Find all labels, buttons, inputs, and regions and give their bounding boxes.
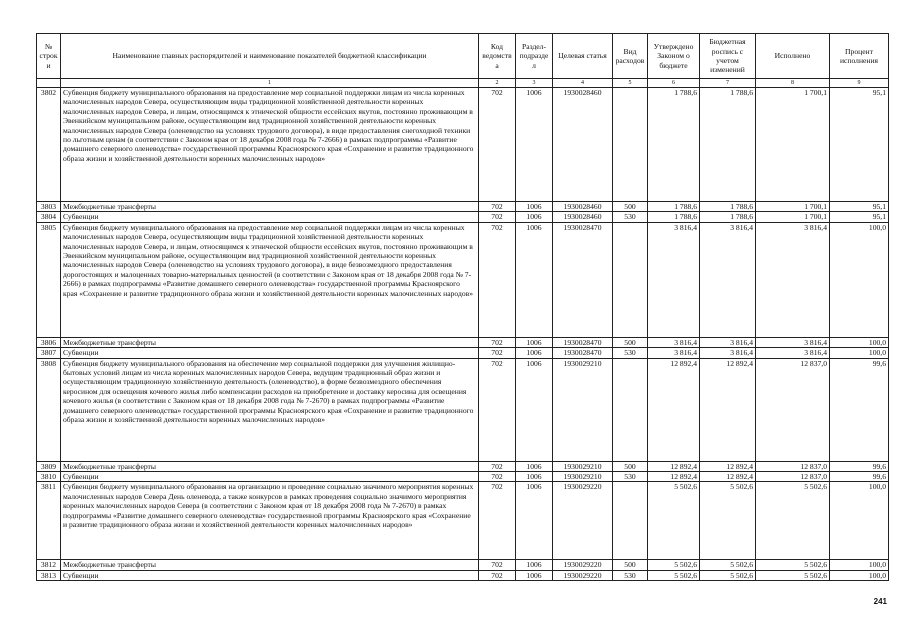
schedule-amount: 1 788,6 <box>700 212 756 222</box>
header-percent: Процент исполнения <box>830 34 889 79</box>
header-row-no: № строки <box>37 34 61 79</box>
percent-executed: 100,0 <box>830 482 889 560</box>
section-code: 1006 <box>516 348 553 358</box>
row-name: Субвенции <box>61 348 479 358</box>
header-approved: Утверждено Законом о бюджете <box>648 34 700 79</box>
row-number: 3807 <box>37 348 61 358</box>
executed-amount: 1 700,1 <box>756 202 830 212</box>
executed-amount: 3 816,4 <box>756 337 830 347</box>
table-row <box>37 202 889 212</box>
schedule-amount: 5 502,6 <box>700 570 756 580</box>
schedule-amount: 12 892,4 <box>700 461 756 471</box>
executed-amount: 12 837,0 <box>756 358 830 461</box>
row-number: 3809 <box>37 461 61 471</box>
row-number: 3813 <box>37 570 61 580</box>
dept-code: 702 <box>479 88 516 202</box>
percent-executed: 95,1 <box>830 88 889 202</box>
percent-executed: 100,0 <box>830 560 889 570</box>
expense-type: 530 <box>613 212 648 222</box>
percent-executed: 99,6 <box>830 472 889 482</box>
approved-amount: 12 892,4 <box>648 472 700 482</box>
section-code: 1006 <box>516 222 553 337</box>
column-index: 4 <box>553 79 613 88</box>
executed-amount: 5 502,6 <box>756 560 830 570</box>
expense-type: 500 <box>613 461 648 471</box>
schedule-amount: 12 892,4 <box>700 472 756 482</box>
header-section: Раздел-подраздел <box>516 34 553 79</box>
header-exp-type: Вид расходов <box>613 34 648 79</box>
dept-code: 702 <box>479 348 516 358</box>
section-code: 1006 <box>516 212 553 222</box>
table-row <box>37 472 889 482</box>
header-schedule: Бюджетная роспись с учетом изменений <box>700 34 756 79</box>
table-row <box>37 348 889 358</box>
row-name: Субвенции <box>61 212 479 222</box>
dept-code: 702 <box>479 222 516 337</box>
approved-amount: 1 788,6 <box>648 212 700 222</box>
table-body <box>37 88 889 581</box>
executed-amount: 1 700,1 <box>756 212 830 222</box>
approved-amount: 3 816,4 <box>648 337 700 347</box>
percent-executed: 100,0 <box>830 337 889 347</box>
column-index: 1 <box>61 79 479 88</box>
target-code: 1930028460 <box>553 202 613 212</box>
table-row <box>37 358 889 461</box>
dept-code: 702 <box>479 358 516 461</box>
section-code: 1006 <box>516 482 553 560</box>
table-row <box>37 570 889 580</box>
approved-amount: 3 816,4 <box>648 222 700 337</box>
dept-code: 702 <box>479 482 516 560</box>
column-index <box>37 79 61 88</box>
target-code: 1930029220 <box>553 560 613 570</box>
expense-type: 530 <box>613 472 648 482</box>
approved-amount: 5 502,6 <box>648 482 700 560</box>
expense-type: 530 <box>613 348 648 358</box>
row-number: 3802 <box>37 88 61 202</box>
row-number: 3803 <box>37 202 61 212</box>
percent-executed: 95,1 <box>830 202 889 212</box>
executed-amount: 1 700,1 <box>756 88 830 202</box>
percent-executed: 100,0 <box>830 222 889 337</box>
percent-executed: 99,6 <box>830 461 889 471</box>
column-index: 8 <box>756 79 830 88</box>
table-row <box>37 560 889 570</box>
dept-code: 702 <box>479 461 516 471</box>
column-index: 5 <box>613 79 648 88</box>
row-number: 3808 <box>37 358 61 461</box>
table-row <box>37 461 889 471</box>
expense-type: 530 <box>613 570 648 580</box>
page-number: 241 <box>873 597 887 606</box>
row-name: Межбюджетные трансферты <box>61 560 479 570</box>
section-code: 1006 <box>516 202 553 212</box>
approved-amount: 3 816,4 <box>648 348 700 358</box>
dept-code: 702 <box>479 560 516 570</box>
executed-amount: 5 502,6 <box>756 570 830 580</box>
header-executed: Исполнено <box>756 34 830 79</box>
section-code: 1006 <box>516 337 553 347</box>
section-code: 1006 <box>516 88 553 202</box>
column-index: 2 <box>479 79 516 88</box>
budget-sheet <box>36 33 888 581</box>
expense-type: 500 <box>613 337 648 347</box>
target-code: 1930028470 <box>553 222 613 337</box>
row-number: 3812 <box>37 560 61 570</box>
dept-code: 702 <box>479 202 516 212</box>
schedule-amount: 1 788,6 <box>700 88 756 202</box>
executed-amount: 3 816,4 <box>756 348 830 358</box>
table-row <box>37 88 889 202</box>
dept-code: 702 <box>479 570 516 580</box>
schedule-amount: 3 816,4 <box>700 348 756 358</box>
dept-code: 702 <box>479 472 516 482</box>
row-name: Межбюджетные трансферты <box>61 461 479 471</box>
expense-type <box>613 222 648 337</box>
expense-type: 500 <box>613 202 648 212</box>
header-name: Наименование главных распорядителей и наименование показателей бюджетной классификации <box>61 34 479 79</box>
row-number: 3811 <box>37 482 61 560</box>
approved-amount: 12 892,4 <box>648 358 700 461</box>
header-row <box>37 34 889 79</box>
header-target: Целевая статья <box>553 34 613 79</box>
row-number: 3804 <box>37 212 61 222</box>
approved-amount: 1 788,6 <box>648 202 700 212</box>
header-dept-code: Код ведомства <box>479 34 516 79</box>
executed-amount: 5 502,6 <box>756 482 830 560</box>
approved-amount: 1 788,6 <box>648 88 700 202</box>
row-number: 3805 <box>37 222 61 337</box>
target-code: 1930029210 <box>553 358 613 461</box>
percent-executed: 100,0 <box>830 570 889 580</box>
target-code: 1930029210 <box>553 472 613 482</box>
dept-code: 702 <box>479 337 516 347</box>
budget-table <box>36 33 889 581</box>
schedule-amount: 5 502,6 <box>700 560 756 570</box>
executed-amount: 12 837,0 <box>756 461 830 471</box>
column-index: 6 <box>648 79 700 88</box>
column-index: 7 <box>700 79 756 88</box>
executed-amount: 3 816,4 <box>756 222 830 337</box>
table-row <box>37 337 889 347</box>
section-code: 1006 <box>516 461 553 471</box>
target-code: 1930028470 <box>553 348 613 358</box>
table-row <box>37 212 889 222</box>
target-code: 1930029220 <box>553 570 613 580</box>
percent-executed: 100,0 <box>830 348 889 358</box>
row-name: Субвенция бюджету муниципального образования на предоставление мер социальной поддержки лицам из числа коренных малочисленных народов Севера, осуществляющим виды традиционной хозяйственной деятельности коренных малочисленных народов Севера, и лицам, относящимся к этнической общности ессейских якутов, постоянно проживающим в Эвенкийском муниципальном районе, осуществляющим вид традиционной хозяйственной деятельности коренных малочисленных народов Севера (оленеводство на условиях трудового договора), в виде безвозмездного предоставления дорогостоящих и малоценных товарно-материальных ценностей (в соответствии с Законом края от 18 декабря 2008 года № 7-2666) в рамках подпрограммы «Развитие домашнего северного оленеводства» государственной программы Красноярского края «Сохранение и развитие традиционного образа жизни и хозяйственной деятельности коренных малочисленных народов» <box>61 222 479 337</box>
schedule-amount: 5 502,6 <box>700 482 756 560</box>
table-row <box>37 482 889 560</box>
row-name: Субвенция бюджету муниципального образования на предоставление мер социальной поддержки лицам из числа коренных малочисленных народов Севера, осуществляющим виды традиционной хозяйственной деятельности коренных малочисленных народов Севера, и лицам, относящимся к этнической общности ессейских якутов, постоянно проживающим в Эвенкийском муниципальном районе, осуществляющим вид традиционной хозяйственной деятельности коренных малочисленных народов Севера (оленеводство на условиях трудового договора), в виде предоставления снегоходной техники по льготным ценам (в соответствии с Законом края от 18 декабря 2008 года № 7-2666) в рамках подпрограммы «Развитие домашнего северного оленеводства» государственной программы Красноярского края «Сохранение и развитие традиционного образа жизни и хозяйственной деятельности коренных малочисленных народов» <box>61 88 479 202</box>
percent-executed: 99,6 <box>830 358 889 461</box>
expense-type <box>613 358 648 461</box>
table-row <box>37 222 889 337</box>
row-name: Субвенция бюджету муниципального образования на обеспечение мер социальной поддержки для улучшения жилищно-бытовых условий лицам из числа коренных малочисленных народов Севера, ведущим традиционный образ жизни и осуществляющим традиционную хозяйственную деятельность (оленеводство), в форме безвозмездного обеспечения керосином для освещения кочевого жилья либо компенсации расходов на приобретение и доставку керосина для освещения кочевого жилья (в соответствии с Законом края от 18 декабря 2008 года № 7-2670) в рамках подпрограммы «Развитие домашнего северного оленеводства» государственной программы Красноярского края «Сохранение и развитие традиционного образа жизни и хозяйственной деятельности коренных малочисленных народов» <box>61 358 479 461</box>
row-name: Субвенция бюджету муниципального образования на организацию и проведение социально значимого мероприятия коренных малочисленных народов Севера День оленевода, а также конкурсов в рамках проведения социально значимого мероприятия коренных малочисленных народов Севера (в соответствии с Законом края от 18 декабря 2008 года № 7-2670) в рамках подпрограммы «Развитие домашнего северного оленеводства» государственной программы Красноярского края «Сохранение и развитие традиционного образа жизни и хозяйственной деятельности коренных малочисленных народов» <box>61 482 479 560</box>
target-code: 1930029210 <box>553 461 613 471</box>
row-name: Межбюджетные трансферты <box>61 202 479 212</box>
row-name: Межбюджетные трансферты <box>61 337 479 347</box>
column-index-row <box>37 79 889 88</box>
schedule-amount: 3 816,4 <box>700 222 756 337</box>
approved-amount: 5 502,6 <box>648 560 700 570</box>
section-code: 1006 <box>516 560 553 570</box>
section-code: 1006 <box>516 472 553 482</box>
approved-amount: 5 502,6 <box>648 570 700 580</box>
target-code: 1930028470 <box>553 337 613 347</box>
dept-code: 702 <box>479 212 516 222</box>
row-name: Субвенции <box>61 570 479 580</box>
expense-type: 500 <box>613 560 648 570</box>
schedule-amount: 1 788,6 <box>700 202 756 212</box>
schedule-amount: 12 892,4 <box>700 358 756 461</box>
column-index: 9 <box>830 79 889 88</box>
column-index: 3 <box>516 79 553 88</box>
percent-executed: 95,1 <box>830 212 889 222</box>
row-number: 3806 <box>37 337 61 347</box>
section-code: 1006 <box>516 358 553 461</box>
approved-amount: 12 892,4 <box>648 461 700 471</box>
target-code: 1930028460 <box>553 212 613 222</box>
row-number: 3810 <box>37 472 61 482</box>
executed-amount: 12 837,0 <box>756 472 830 482</box>
target-code: 1930029220 <box>553 482 613 560</box>
target-code: 1930028460 <box>553 88 613 202</box>
schedule-amount: 3 816,4 <box>700 337 756 347</box>
expense-type <box>613 88 648 202</box>
section-code: 1006 <box>516 570 553 580</box>
row-name: Субвенции <box>61 472 479 482</box>
expense-type <box>613 482 648 560</box>
